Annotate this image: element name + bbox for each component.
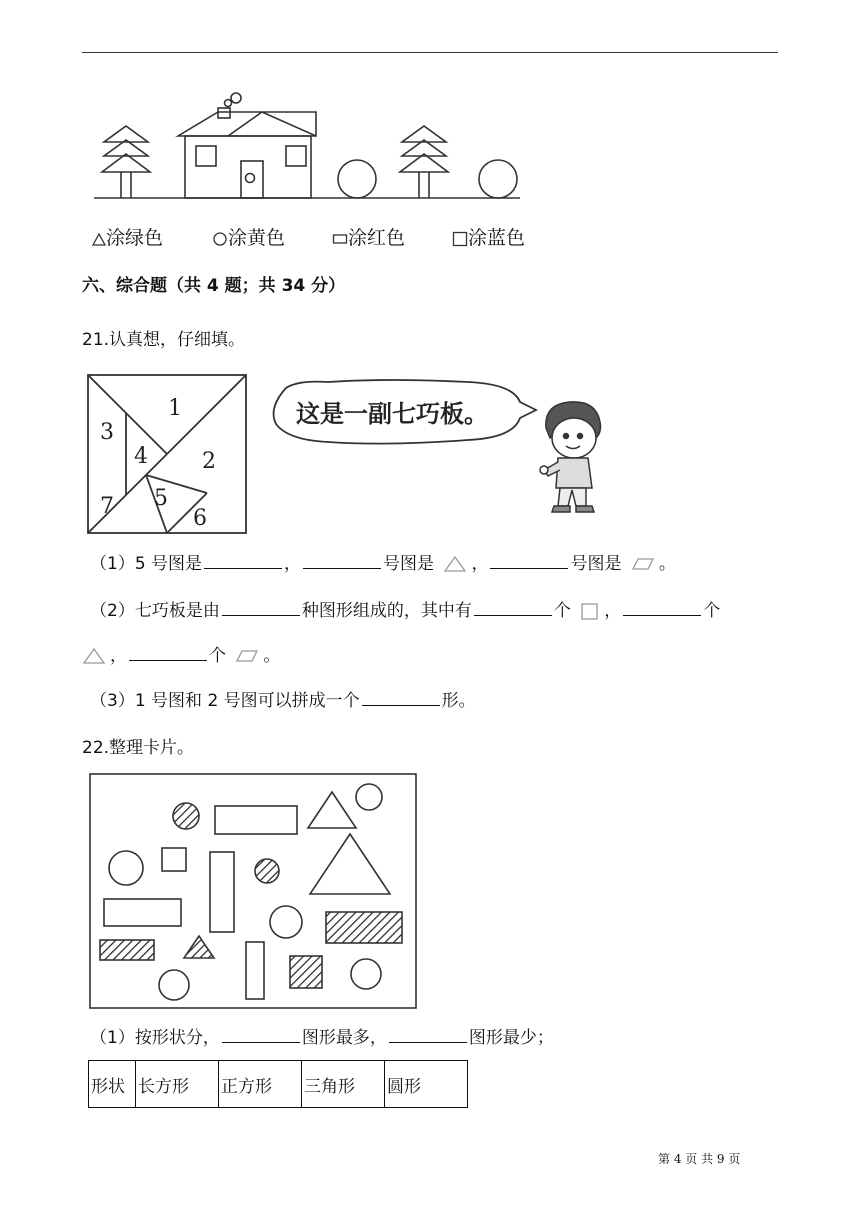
tree-right <box>400 126 448 198</box>
table-header-cell: 长方形 <box>136 1061 219 1108</box>
section-heading: 六、综合题（共 4 题；共 34 分） <box>82 276 346 296</box>
q22-blank-1[interactable] <box>222 1026 300 1043</box>
q21-blank-1[interactable] <box>204 552 282 569</box>
legend-circle: 涂黄色 <box>212 225 285 251</box>
shape-table <box>88 1060 468 1108</box>
tangram-label-3: 3 <box>100 420 114 445</box>
cards-figure <box>88 772 420 1012</box>
small-rect-icon <box>332 232 348 246</box>
parallelogram-icon <box>631 556 655 572</box>
speech-text: 这是一副七巧板。 <box>296 400 488 428</box>
table-header-cell: 形状 <box>89 1061 136 1108</box>
q21-blank-4[interactable] <box>222 599 300 616</box>
triangle-icon <box>443 555 467 573</box>
q21-part2-line1: （2）七巧板是由 种图形组成的，其中有 个 ， 个 <box>90 601 721 621</box>
legend-square: 涂蓝色 <box>452 225 525 251</box>
table-row <box>89 1061 468 1108</box>
q21-title: 21.认真想，仔细填。 <box>82 330 246 350</box>
q22-blank-2[interactable] <box>389 1026 467 1043</box>
page-footer: 第 4 页 共 9 页 <box>658 1152 741 1166</box>
q21-blank-5[interactable] <box>474 599 552 616</box>
square-icon <box>580 602 600 620</box>
square-icon <box>452 231 468 247</box>
q21-blank-3[interactable] <box>490 552 568 569</box>
house-scene <box>90 90 530 210</box>
header-rule <box>82 52 778 53</box>
tangram-label-7: 7 <box>100 494 114 519</box>
legend-triangle: 涂绿色 <box>92 225 163 251</box>
parallelogram-icon <box>235 648 259 664</box>
circle-left <box>338 160 376 198</box>
legend-small-rect: 涂红色 <box>332 225 405 251</box>
q22-title: 22.整理卡片。 <box>82 738 195 758</box>
q21-blank-8[interactable] <box>362 689 440 706</box>
table-header-cell: 三角形 <box>302 1061 385 1108</box>
table-header-cell: 圆形 <box>385 1061 468 1108</box>
q21-part2-line2: ， 个 。 <box>82 644 280 668</box>
tangram-label-5: 5 <box>154 486 168 511</box>
table-header-cell: 正方形 <box>219 1061 302 1108</box>
tangram-label-2: 2 <box>202 449 216 474</box>
q21-blank-7[interactable] <box>129 644 207 661</box>
boy-illustration <box>536 398 610 516</box>
tangram-label-6: 6 <box>193 506 207 531</box>
house <box>178 93 316 198</box>
q21-blank-2[interactable] <box>303 552 381 569</box>
circle-right <box>479 160 517 198</box>
q21-part1: （1）5 号图是 ， 号图是 ， 号图是 。 <box>90 554 676 574</box>
tangram-figure <box>86 373 248 535</box>
tree-left <box>102 126 150 198</box>
triangle-icon <box>82 647 106 665</box>
triangle-icon <box>92 232 106 246</box>
tangram-label-4: 4 <box>134 444 148 469</box>
q21-blank-6[interactable] <box>623 599 701 616</box>
q21-part3: （3）1 号图和 2 号图可以拼成一个 形。 <box>90 691 476 711</box>
tangram-label-1: 1 <box>168 396 182 421</box>
circle-icon <box>212 231 228 247</box>
speech-bubble <box>268 378 538 448</box>
q22-part1: （1）按形状分， 图形最多， 图形最少； <box>90 1028 554 1048</box>
